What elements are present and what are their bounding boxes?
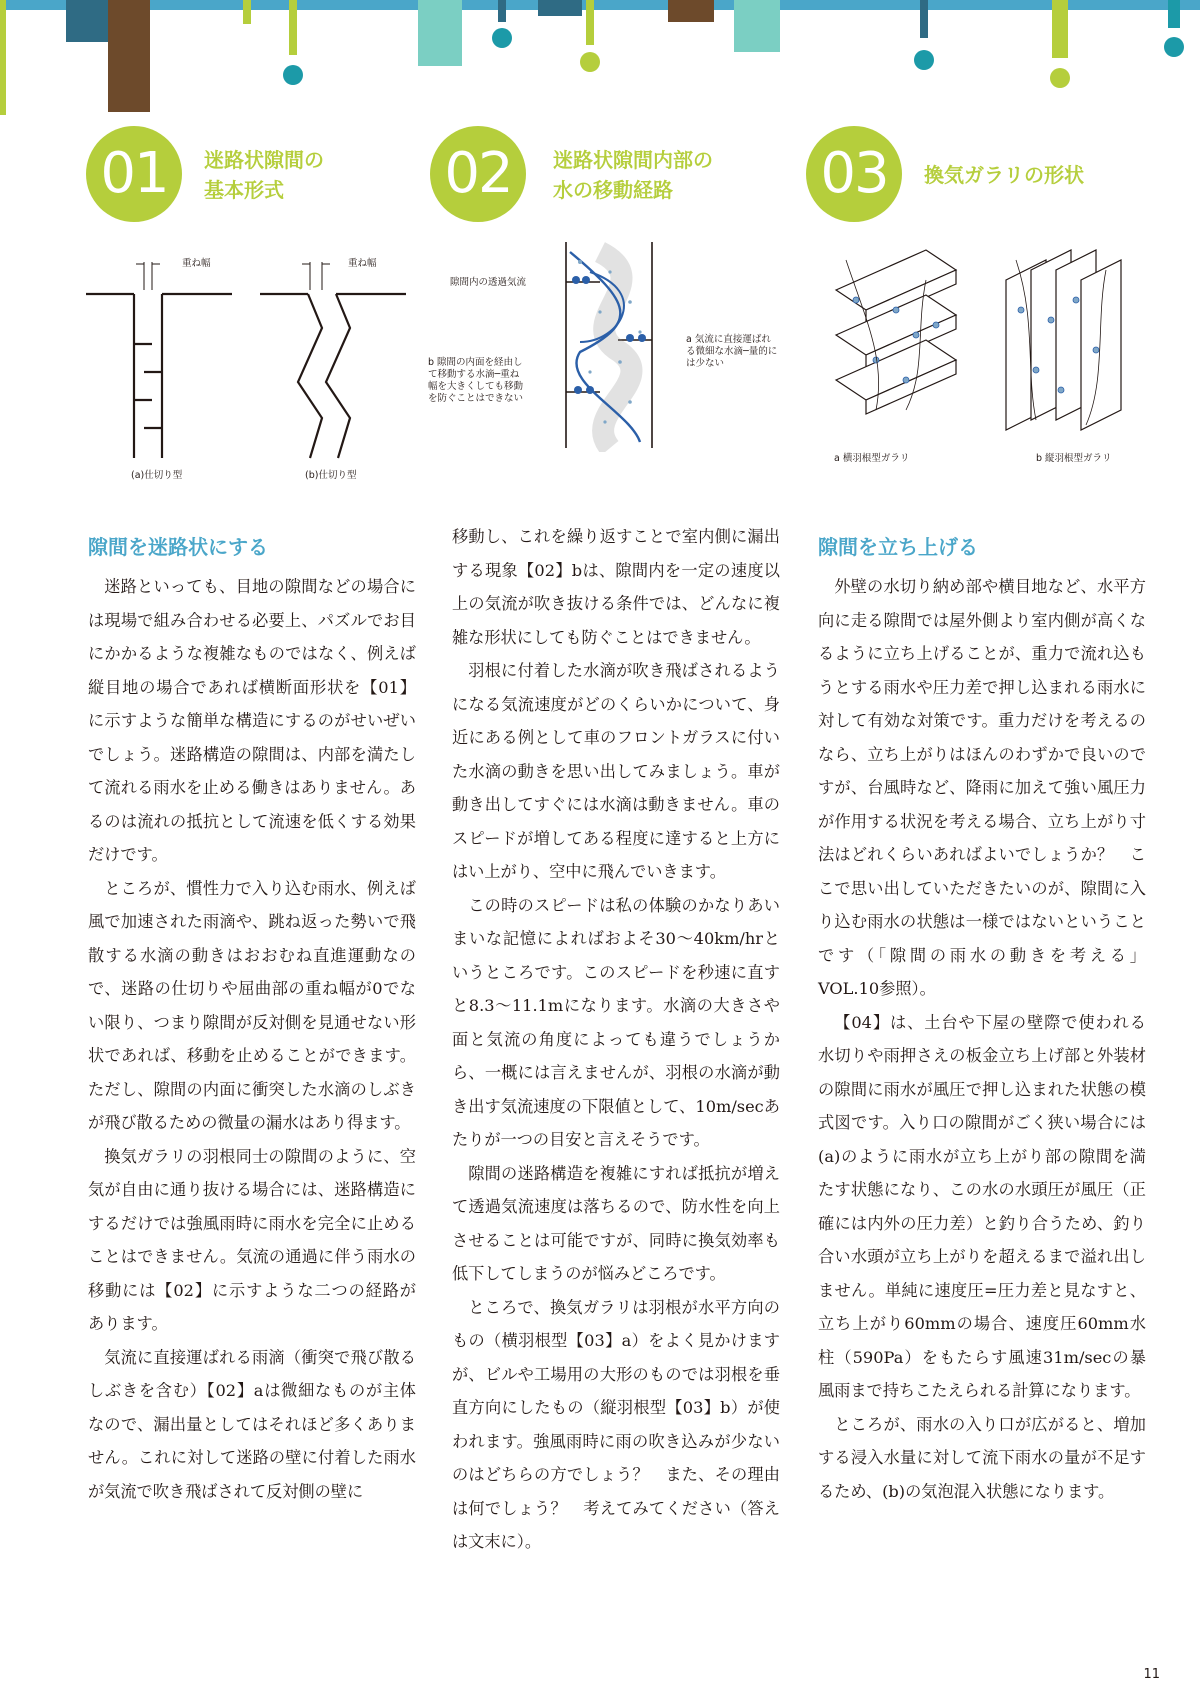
top-stripe xyxy=(0,0,1200,10)
column-3 xyxy=(818,530,1146,1508)
body-paragraph: ところが、雨水の入り口が広がると、増加する浸入水量に対して流下雨水の量が不足するため、(b)の気泡混入状態になります。 xyxy=(818,1414,1146,1501)
figure-02-diagram xyxy=(560,242,660,452)
feature-01-title-line: 迷路状隙間の xyxy=(204,148,324,172)
feature-03-title-line: 換気ガラリの形状 xyxy=(924,163,1084,187)
page-number: 11 xyxy=(1143,1667,1160,1682)
deco-block xyxy=(668,0,714,22)
deco-dot xyxy=(914,50,934,70)
fig02-label-airflow: 隙間内の透過気流 xyxy=(450,277,527,288)
deco-block xyxy=(734,0,780,52)
fig03-caption-b: b 縦羽根型ガラリ xyxy=(1036,453,1112,464)
deco-block xyxy=(108,0,150,112)
deco-bar xyxy=(498,0,506,22)
feature-01-number: 01 xyxy=(86,126,182,222)
deco-block xyxy=(66,0,108,42)
deco-bar xyxy=(243,0,251,24)
body-paragraph: 羽根に付着した水滴が吹き飛ばされるようになる気流速度がどのくらいかについて、身近にある例として車のフロントガラスに付いた水滴の動きを思い出してみましょう。車が動き出してすぐには水滴は動きません。車のスピードが増してある程度に達すると上方にはい上がり、空中に飛んでいきます。 xyxy=(452,661,780,881)
fig02-label-b: b 隙間の内面を経由して移動する水滴─重ね幅を大きくしても移動を防ぐことはできない xyxy=(428,357,524,404)
body-paragraph: 迷路といっても、目地の隙間などの場合には現場で組み合わせる必要上、パズルでお目にかかるような複雑なものではなく、例えば縦目地の場合であれば横断面形状を【01】に示すような簡単な構造にするのがせいぜいでしょう。迷路構造の隙間は、内部を満たして流れる雨水を止める働きはありません。あるのは流れの抵抗として流速を低くする効果だけです。 xyxy=(88,577,416,864)
feature-02-title-line: 水の移動経路 xyxy=(553,178,673,202)
deco-bar xyxy=(1052,0,1068,58)
body-paragraph: ところで、換気ガラリは羽根が水平方向のもの（横羽根型【03】a）をよく見かけますが、ビルや工場用の大形のものでは羽根を垂直方向にしたもの（縦羽根型【03】b）が使われます。強風雨時に雨の吹き込みが少ないのはどちらの方でしょう？ また、その理由は何でしょう？ 考えてみてください（答えは文末に）。 xyxy=(452,1297,780,1551)
fig03-caption-a: a 横羽根型ガラリ xyxy=(834,453,910,464)
feature-02-title xyxy=(553,145,713,205)
deco-bar xyxy=(920,0,928,38)
feature-02-title-line: 迷路状隙間内部の xyxy=(553,148,713,172)
feature-03-title xyxy=(924,160,1084,190)
top-decoration xyxy=(0,0,1200,130)
deco-dot xyxy=(492,28,512,48)
body-paragraph: 気流に直接運ばれる雨滴（衝突で飛び散るしぶきを含む）【02】aは微細なものが主体なので、漏出量としてはそれほど多くありません。これに対して迷路の壁に付着した雨水が気流で吹き飛ばされて反対側の壁に xyxy=(88,1347,416,1501)
body-paragraph: 【04】は、土台や下屋の壁際で使われる水切りや雨押さえの板金立ち上げ部と外装材の隙間に雨水が風圧で押し込まれた状態の模式図です。入り口の隙間がごく狭い場合には(a)のように雨水が立ち上がり部の隙間を満たす状態になり、この水の水頭圧が風圧（正確には内外の圧力差）と釣り合うため、釣り合い水頭が立ち上がりを超えるまで溢れ出しません。単純に速度圧=圧力差と見なすと、立ち上がり60mmの場合、速度圧60mm水柱（590Pa）をもたらす風速31m/secの暴風雨まで持ちこたえられる計算になります。 xyxy=(818,1012,1146,1400)
deco-dot xyxy=(1164,37,1184,57)
body-paragraph: 隙間の迷路構造を複雑にすれば抵抗が増えて透過気流速度は落ちるので、防水性を向上させることは可能ですが、同時に換気効率も低下してしまうのが悩みどころです。 xyxy=(452,1163,780,1283)
fig01-overlap-label-a: 重ね幅 xyxy=(182,258,211,269)
deco-dot xyxy=(283,65,303,85)
fig02-label-a: a 気流に直接運ばれる微細な水滴─量的には少ない xyxy=(686,334,778,369)
body-paragraph: 外壁の水切り納め部や横目地など、水平方向に走る隙間では屋外側より室内側が高くなるように立ち上げることが、重力で流れ込もうとする雨水や圧力差で押し込まれる雨水に対して有効な対策です。重力だけを考えるのなら、立ち上がりはほんのわずかで良いのですが、台風時など、降雨に加えて強い風圧力が作用する状況を考える場合、立ち上がり寸法はどれくらいあればよいでしょうか？ ここで思い出していただきたいのが、隙間に入り込む雨水の状態は一様ではないということです（「隙間の雨水の動きを考える」VOL.10参照）。 xyxy=(818,577,1146,998)
deco-bar xyxy=(586,0,594,45)
deco-block xyxy=(418,0,462,66)
deco-dot xyxy=(1050,68,1070,88)
column-1 xyxy=(88,530,416,1508)
section-heading-maze: 隙間を迷路状にする xyxy=(88,535,268,559)
deco-block xyxy=(538,0,582,16)
section-heading-rise: 隙間を立ち上げる xyxy=(818,535,978,559)
deco-bar xyxy=(1168,0,1180,28)
figure-01-diagram xyxy=(80,250,410,490)
fig01-caption-b: (b)仕切り型 xyxy=(305,470,357,481)
fig01-caption-a: (a)仕切り型 xyxy=(131,470,183,481)
column-2 xyxy=(452,520,780,1559)
body-paragraph: 移動し、これを繰り返すことで室内側に漏出する現象【02】bは、隙間内を一定の速度以上の気流が吹き抜ける条件では、どんなに複雑な形状にしても防ぐことはできません。 xyxy=(452,527,780,647)
body-paragraph: 換気ガラリの羽根同士の隙間のように、空気が自由に通り抜ける場合には、迷路構造にするだけでは強風雨時に雨水を完全に止めることはできません。気流の通過に伴う雨水の移動には【02】に示すような二つの経路があります。 xyxy=(88,1146,416,1333)
deco-dot xyxy=(580,52,600,72)
figure-03-diagram xyxy=(806,240,1146,450)
feature-02-number: 02 xyxy=(430,126,526,222)
feature-03-number: 03 xyxy=(806,126,902,222)
deco-bar xyxy=(289,0,297,55)
body-paragraph: この時のスピードは私の体験のかなりあいまいな記憶によればおよそ30～40km/hrというところです。このスピードを秒速に直すと8.3～11.1mになります。水滴の大きさや面と気流の角度によっても違うでしょうから、一概には言えませんが、羽根の水滴が動き出す気流速度の下限値として、10m/secあたりが一つの目安と言えそうです。 xyxy=(452,895,780,1149)
fig01-overlap-label-b: 重ね幅 xyxy=(348,258,377,269)
feature-01-title xyxy=(204,145,324,205)
body-paragraph: ところが、慣性力で入り込む雨水、例えば風で加速された雨滴や、跳ね返った勢いで飛散する水滴の動きはおおむね直進運動なので、迷路の仕切りや屈曲部の重ね幅が0でない限り、つまり隙間が反対側を見通せない形状であれば、移動を止めることができます。ただし、隙間の内面に衝突した水滴のしぶきが飛び散るための微量の漏水はあり得ます。 xyxy=(88,878,416,1132)
feature-01-title-line: 基本形式 xyxy=(204,178,284,202)
deco-bar xyxy=(0,0,6,115)
